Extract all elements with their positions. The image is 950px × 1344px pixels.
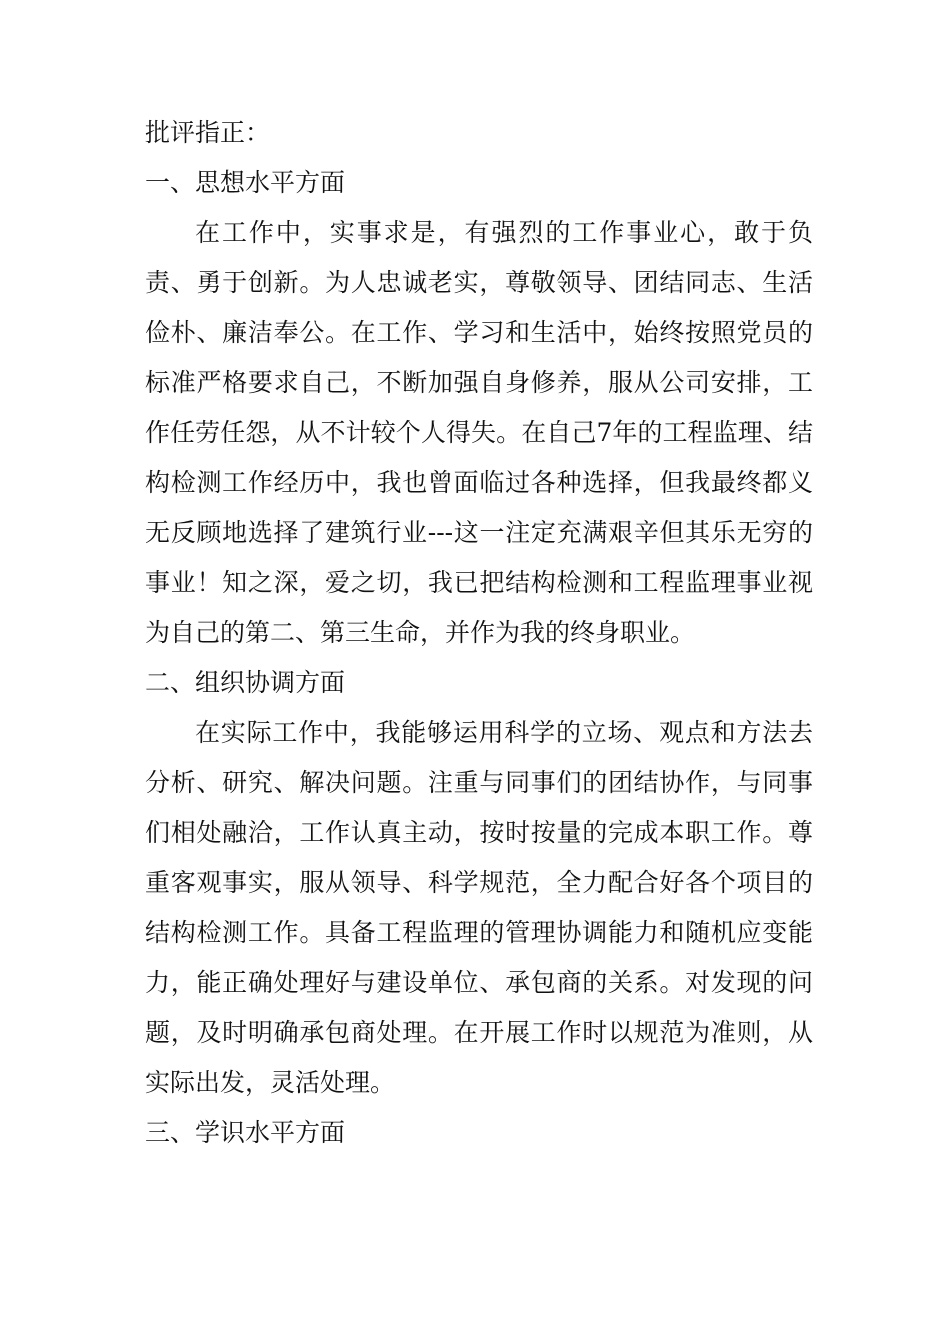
section-heading-coordination: 二、组织协调方面 <box>145 668 346 697</box>
section-heading-thought: 一、思想水平方面 <box>145 168 346 197</box>
section-heading-knowledge: 三、学识水平方面 <box>145 1118 346 1147</box>
section-paragraph-thought: 在工作中，实事求是，有强烈的工作事业心，敢于负责、勇于创新。为人忠诚老实，尊敬领导、团结同志、生活俭朴、廉洁奉公。在工作、学习和生活中，始终按照党员的标准严格要求自己，不断加强自身修养，服从公司安排，工作任劳任怨，从不计较个人得失。在自己7年的工程监理、结构检测工作经历中，我也曾面临过各种选择，但我最终都义无反顾地选择了建筑行业---这一注定充满艰辛但其乐无穷的事业！知之深，爱之切，我已把结构检测和工程监理事业视为自己的第二、第三生命，并作为我的终身职业。 <box>145 218 813 647</box>
section-paragraph-coordination: 在实际工作中，我能够运用科学的立场、观点和方法去分析、研究、解决问题。注重与同事们的团结协作，与同事们相处融洽，工作认真主动，按时按量的完成本职工作。尊重客观事实，服从领导、科学规范，全力配合好各个项目的结构检测工作。具备工程监理的管理协调能力和随机应变能力，能正确处理好与建设单位、承包商的关系。对发现的问题，及时明确承包商处理。在开展工作时以规范为准则，从实际出发，灵活处理。 <box>145 718 813 1097</box>
document-page <box>145 108 813 1158</box>
opening-line: 批评指正： <box>145 118 271 147</box>
